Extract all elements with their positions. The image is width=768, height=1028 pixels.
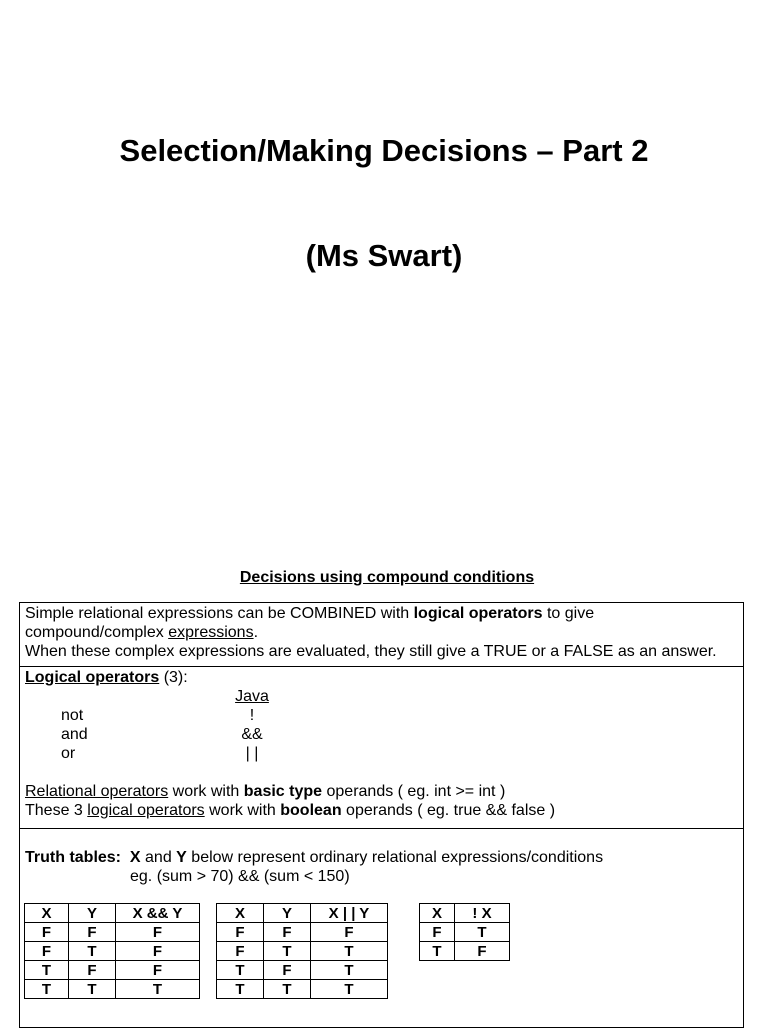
truth-text: and <box>140 849 177 866</box>
relational-operators-line <box>25 782 743 801</box>
table-cell: T <box>311 980 388 999</box>
column-header: ! X <box>455 904 510 923</box>
relational-operators-term: Relational operators <box>25 783 169 800</box>
table-cell: F <box>217 942 264 961</box>
page-title: Selection/Making Decisions – Part 2 <box>119 133 649 168</box>
intro-box <box>19 602 744 667</box>
logical-operators-line <box>25 801 743 820</box>
table-cell: F <box>25 942 69 961</box>
table-row <box>25 923 200 942</box>
intro-line-3: When these complex expressions are evaluated, they still give a TRUE or a FALSE as an answer. <box>25 643 717 660</box>
java-column-heading: Java <box>235 688 269 705</box>
operator-name: or <box>61 745 76 762</box>
or-truth-table <box>216 903 388 999</box>
intro-text: . <box>253 624 259 641</box>
table-row <box>25 961 200 980</box>
table-cell: T <box>69 942 116 961</box>
section-heading: Decisions using compound conditions <box>239 569 535 586</box>
table-header-row <box>25 904 200 923</box>
basic-type-term: basic type <box>243 783 323 800</box>
intro-text: Simple relational expressions can be COMBINED with <box>25 605 414 622</box>
operator-row <box>25 744 743 763</box>
table-cell: T <box>116 980 200 999</box>
table-cell: T <box>311 961 388 980</box>
intro-text: to give <box>542 605 595 622</box>
table-row <box>25 980 200 999</box>
table-cell: T <box>311 942 388 961</box>
operators-heading: Logical operators <box>25 669 160 686</box>
table-row <box>217 942 388 961</box>
table-cell: T <box>25 961 69 980</box>
table-row <box>217 923 388 942</box>
table-row <box>420 923 510 942</box>
intro-line-2 <box>25 623 743 642</box>
truth-text: below represent ordinary relational expressions/conditions <box>186 849 604 866</box>
operators-text: work with <box>204 802 281 819</box>
operators-count: (3): <box>159 669 188 686</box>
operator-java-symbol: ! <box>249 707 255 724</box>
intro-underlined-term: expressions <box>168 624 254 641</box>
column-header: Y <box>69 904 116 923</box>
table-cell: T <box>455 923 510 942</box>
x-variable: X <box>129 849 141 866</box>
y-variable: Y <box>176 849 187 866</box>
operator-row <box>25 725 743 744</box>
intro-text: compound/complex <box>25 624 169 641</box>
table-row <box>217 961 388 980</box>
operators-text: operands ( eg. true && false ) <box>341 802 556 819</box>
table-cell: F <box>116 942 200 961</box>
operator-name: and <box>61 726 88 743</box>
operators-heading-line <box>25 668 743 687</box>
boolean-term: boolean <box>280 802 342 819</box>
table-cell: T <box>420 942 455 961</box>
table-header-row <box>217 904 388 923</box>
truth-example: eg. (sum > 70) && (sum < 150) <box>130 868 350 885</box>
column-header: X <box>25 904 69 923</box>
table-cell: F <box>116 961 200 980</box>
table-cell: F <box>217 923 264 942</box>
column-header: X && Y <box>116 904 200 923</box>
table-row <box>420 942 510 961</box>
operators-box <box>19 666 744 829</box>
table-cell: T <box>217 961 264 980</box>
table-header-row <box>420 904 510 923</box>
table-cell: F <box>455 942 510 961</box>
table-cell: F <box>264 923 311 942</box>
table-cell: F <box>311 923 388 942</box>
and-truth-table <box>24 903 200 999</box>
table-cell: F <box>264 961 311 980</box>
truth-tables-label: Truth tables: <box>25 849 122 866</box>
not-truth-table <box>419 903 510 961</box>
table-row <box>217 980 388 999</box>
operator-name: not <box>61 707 84 724</box>
table-cell: F <box>420 923 455 942</box>
operator-row <box>25 706 743 725</box>
operators-text: These 3 <box>25 802 88 819</box>
table-cell: T <box>69 980 116 999</box>
truth-tables-intro <box>25 848 743 867</box>
column-header: X <box>217 904 264 923</box>
table-cell: T <box>217 980 264 999</box>
spacer <box>25 829 743 848</box>
table-cell: T <box>264 942 311 961</box>
operators-text: operands ( eg. int >= int ) <box>322 783 506 800</box>
intro-line-1 <box>25 604 743 623</box>
operator-java-symbol: | | <box>245 745 259 762</box>
column-header: X | | Y <box>311 904 388 923</box>
table-cell: T <box>25 980 69 999</box>
table-cell: F <box>116 923 200 942</box>
intro-bold-term: logical operators <box>413 605 543 622</box>
author-name: (Ms Swart) <box>305 238 463 273</box>
table-cell: F <box>69 961 116 980</box>
operators-text: work with <box>168 783 244 800</box>
table-cell: T <box>264 980 311 999</box>
logical-operators-term: logical operators <box>87 802 205 819</box>
column-header: Y <box>264 904 311 923</box>
spacer <box>25 763 743 782</box>
column-header: X <box>420 904 455 923</box>
table-cell: F <box>69 923 116 942</box>
table-cell: F <box>25 923 69 942</box>
table-row <box>25 942 200 961</box>
java-heading-row <box>25 687 743 706</box>
operator-java-symbol: && <box>241 726 263 743</box>
